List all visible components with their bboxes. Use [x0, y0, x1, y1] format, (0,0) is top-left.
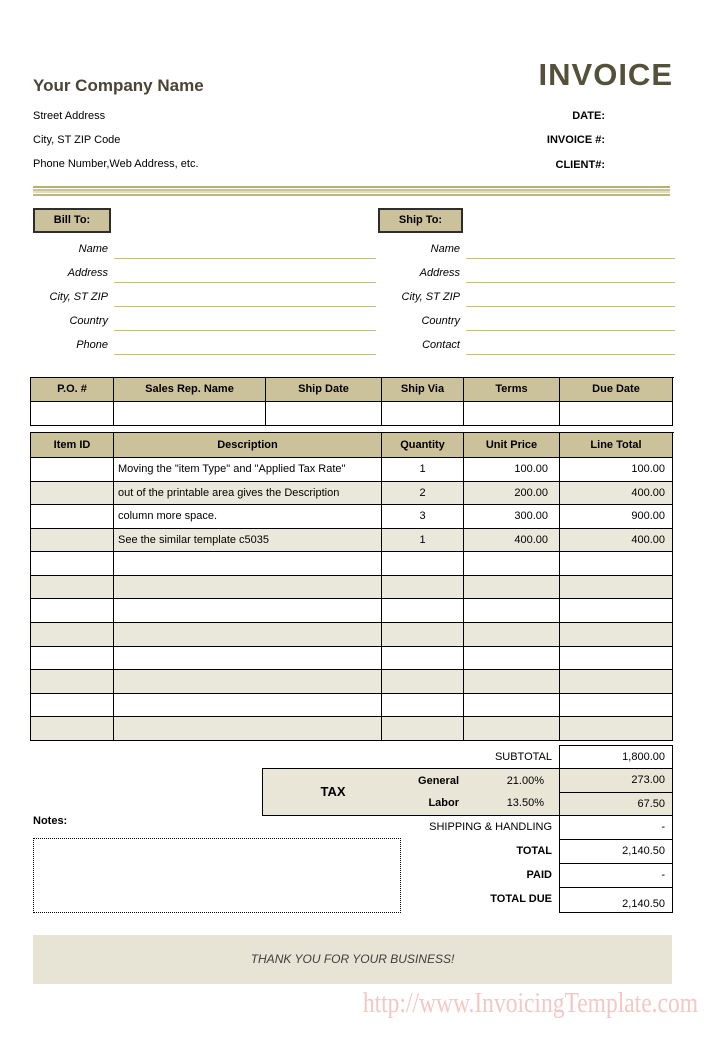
items-table-row	[31, 717, 674, 741]
order-info-table	[30, 377, 674, 426]
notes-box[interactable]	[33, 838, 401, 913]
tax-box	[262, 768, 560, 816]
company-city-zip: City, ST ZIP Code	[33, 134, 121, 146]
bill-to-field-label: Country	[69, 315, 108, 327]
tax-name-labor: Labor	[428, 797, 459, 809]
header-divider	[33, 186, 670, 196]
bill-to-field-label: Address	[67, 267, 108, 279]
ship-date-header: Ship Date	[266, 378, 382, 402]
ship-to-city-line[interactable]	[466, 290, 675, 307]
unit-price-cell[interactable]	[464, 552, 560, 576]
tax-value-general: 273.00	[559, 768, 673, 793]
line-total-header: Line Total	[560, 433, 673, 458]
quantity-header: Quantity	[382, 433, 464, 458]
ship-to-field-label: City, ST ZIP	[401, 291, 460, 303]
total-due-value: 2,140.50	[559, 887, 673, 913]
unit-price-cell[interactable]	[464, 694, 560, 718]
item-id-cell[interactable]	[31, 529, 114, 553]
order-info-header-row	[31, 378, 674, 402]
item-id-cell[interactable]	[31, 576, 114, 600]
items-table-row	[31, 482, 674, 506]
item-id-cell[interactable]	[31, 599, 114, 623]
description-cell[interactable]	[114, 599, 382, 623]
unit-price-cell[interactable]	[464, 623, 560, 647]
ship-via-cell[interactable]	[382, 402, 464, 426]
ship-to-header: Ship To:	[378, 208, 463, 233]
po-number-header: P.O. #	[31, 378, 114, 402]
line-total-cell[interactable]	[560, 647, 673, 671]
ship-to-field-label: Address	[419, 267, 460, 279]
line-total-cell[interactable]: 400.00	[560, 529, 673, 553]
terms-header: Terms	[464, 378, 560, 402]
bill-to-phone-line[interactable]	[114, 338, 376, 355]
order-info-input-row	[31, 402, 674, 426]
description-cell[interactable]	[114, 576, 382, 600]
line-total-cell[interactable]	[560, 670, 673, 694]
line-total-cell[interactable]: 900.00	[560, 505, 673, 529]
items-table-row	[31, 647, 674, 671]
watermark-url: http://www.InvoicingTemplate.com	[362, 988, 698, 1019]
items-table-row	[31, 599, 674, 623]
items-table-row	[31, 529, 674, 553]
quantity-cell[interactable]	[382, 670, 464, 694]
line-total-cell[interactable]	[560, 717, 673, 741]
tax-rate-general[interactable]: 21.00%	[506, 775, 544, 787]
item-id-cell[interactable]	[31, 552, 114, 576]
quantity-cell[interactable]	[382, 599, 464, 623]
description-cell[interactable]	[114, 670, 382, 694]
due-date-header: Due Date	[560, 378, 673, 402]
items-table-row	[31, 505, 674, 529]
total-value: 2,140.50	[559, 839, 673, 864]
ship-to-field-label: Country	[421, 315, 460, 327]
bill-to-address-line[interactable]	[114, 266, 376, 283]
line-total-cell[interactable]	[560, 552, 673, 576]
bill-to-name-line[interactable]	[114, 242, 376, 259]
terms-cell[interactable]	[464, 402, 560, 426]
description-cell[interactable]: column more space.	[114, 505, 382, 529]
bill-to-city-line[interactable]	[114, 290, 376, 307]
bill-to-field-label: Phone	[76, 339, 108, 351]
bill-to-field-label: City, ST ZIP	[49, 291, 108, 303]
quantity-cell[interactable]	[382, 576, 464, 600]
total-due-label: TOTAL DUE	[490, 893, 552, 905]
line-total-cell[interactable]: 400.00	[560, 482, 673, 506]
subtotal-value: 1,800.00	[559, 745, 673, 769]
description-cell[interactable]	[114, 717, 382, 741]
item-id-header: Item ID	[31, 433, 114, 458]
items-table-row	[31, 552, 674, 576]
line-total-cell[interactable]	[560, 576, 673, 600]
quantity-cell[interactable]	[382, 694, 464, 718]
item-id-cell[interactable]	[31, 623, 114, 647]
items-table-body	[31, 458, 674, 741]
total-label: TOTAL	[516, 845, 552, 857]
bill-to-header: Bill To:	[33, 208, 111, 233]
unit-price-cell[interactable]	[464, 576, 560, 600]
ship-to-address-line[interactable]	[466, 266, 675, 283]
line-total-cell[interactable]	[560, 694, 673, 718]
item-id-cell[interactable]	[31, 458, 114, 482]
items-table-row	[31, 576, 674, 600]
ship-to-contact-line[interactable]	[466, 338, 675, 355]
unit-price-cell[interactable]	[464, 670, 560, 694]
description-cell[interactable]: Moving the "item Type" and "Applied Tax Rate"	[114, 458, 382, 482]
notes-label: Notes:	[33, 815, 68, 827]
description-header: Description	[114, 433, 382, 458]
quantity-cell[interactable]	[382, 552, 464, 576]
thank-you-banner: THANK YOU FOR YOUR BUSINESS!	[33, 935, 672, 984]
sales-rep-header: Sales Rep. Name	[114, 378, 266, 402]
items-table-row	[31, 458, 674, 482]
paid-value[interactable]: -	[559, 863, 673, 888]
invoice-number-label: INVOICE #:	[546, 134, 605, 146]
unit-price-cell[interactable]	[464, 717, 560, 741]
client-number-label: CLIENT#:	[555, 159, 605, 171]
company-name: Your Company Name	[33, 76, 204, 95]
unit-price-cell[interactable]: 400.00	[464, 529, 560, 553]
description-cell[interactable]	[114, 552, 382, 576]
quantity-cell[interactable]	[382, 647, 464, 671]
quantity-cell[interactable]	[382, 623, 464, 647]
ship-to-field-label: Name	[430, 243, 460, 255]
ship-date-cell[interactable]	[266, 402, 382, 426]
items-table-row	[31, 623, 674, 647]
item-id-cell[interactable]	[31, 505, 114, 529]
bill-to-field-label: Name	[78, 243, 108, 255]
description-cell[interactable]: See the similar template c5035	[114, 529, 382, 553]
invoice-title: INVOICE	[538, 57, 673, 92]
unit-price-header: Unit Price	[464, 433, 560, 458]
company-street-address: Street Address	[33, 110, 106, 122]
quantity-cell[interactable]: 3	[382, 505, 464, 529]
description-cell[interactable]	[114, 647, 382, 671]
tax-rate-labor[interactable]: 13.50%	[506, 797, 544, 809]
items-table-row	[31, 694, 674, 718]
paid-label: PAID	[526, 869, 552, 881]
item-id-cell[interactable]	[31, 717, 114, 741]
shipping-value[interactable]: -	[559, 815, 673, 840]
tax-label: TAX	[320, 784, 346, 799]
item-id-cell[interactable]	[31, 694, 114, 718]
line-total-cell[interactable]	[560, 623, 673, 647]
unit-price-cell[interactable]: 100.00	[464, 458, 560, 482]
description-cell[interactable]: out of the printable area gives the Description	[114, 482, 382, 506]
items-table	[30, 432, 674, 741]
ship-to-country-line[interactable]	[466, 314, 675, 331]
quantity-cell[interactable]: 1	[382, 458, 464, 482]
date-label: DATE:	[572, 110, 605, 122]
bill-to-country-line[interactable]	[114, 314, 376, 331]
ship-to-field-label: Contact	[422, 339, 460, 351]
description-cell[interactable]	[114, 623, 382, 647]
items-table-row	[31, 670, 674, 694]
tax-value-labor: 67.50	[559, 792, 673, 816]
sales-rep-cell[interactable]	[114, 402, 266, 426]
unit-price-cell[interactable]	[464, 647, 560, 671]
quantity-cell[interactable]	[382, 717, 464, 741]
tax-name-general: General	[418, 775, 459, 787]
item-id-cell[interactable]	[31, 670, 114, 694]
description-cell[interactable]	[114, 694, 382, 718]
line-total-cell[interactable]	[560, 599, 673, 623]
item-id-cell[interactable]	[31, 647, 114, 671]
unit-price-cell[interactable]: 200.00	[464, 482, 560, 506]
quantity-cell[interactable]: 2	[382, 482, 464, 506]
ship-to-name-line[interactable]	[466, 242, 675, 259]
po-number-cell[interactable]	[31, 402, 114, 426]
quantity-cell[interactable]: 1	[382, 529, 464, 553]
shipping-label: SHIPPING & HANDLING	[429, 821, 552, 833]
subtotal-label: SUBTOTAL	[494, 751, 552, 763]
items-table-header-row	[31, 433, 674, 458]
unit-price-cell[interactable]: 300.00	[464, 505, 560, 529]
company-phone-web: Phone Number,Web Address, etc.	[33, 158, 199, 170]
due-date-cell[interactable]	[560, 402, 673, 426]
item-id-cell[interactable]	[31, 482, 114, 506]
line-total-cell[interactable]: 100.00	[560, 458, 673, 482]
unit-price-cell[interactable]	[464, 599, 560, 623]
ship-via-header: Ship Via	[382, 378, 464, 402]
